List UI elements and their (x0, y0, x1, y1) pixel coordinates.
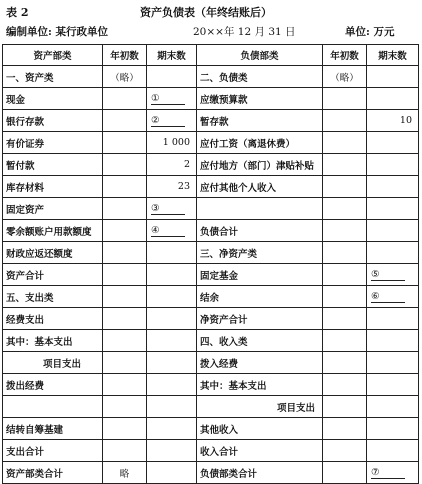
liability-item-cell (197, 330, 323, 352)
cell-text: 10 (399, 115, 412, 126)
cell-text: 略 (119, 468, 130, 480)
liability-begin-cell (323, 88, 367, 110)
liability-item-cell (197, 396, 323, 418)
liability-end-cell (367, 374, 419, 396)
column-header-liability-end: 期末数 (367, 45, 419, 66)
cell-text: 财政应返还额度 (6, 248, 73, 260)
asset-end-cell (147, 396, 197, 418)
cell-text: 现金 (6, 94, 26, 106)
fill-in-blank: ⑦ (371, 468, 405, 479)
liability-item-cell (197, 198, 323, 220)
liability-end-cell (367, 176, 419, 198)
asset-begin-cell (103, 154, 147, 176)
table-row (3, 220, 419, 242)
asset-end-cell (147, 352, 197, 374)
cell-text: 有价证券 (6, 138, 45, 150)
asset-begin-cell (103, 374, 147, 396)
cell-text: 拨出经费 (6, 380, 45, 392)
table-row (3, 242, 419, 264)
asset-item-cell (3, 154, 103, 176)
cell-text: 二、负债类 (200, 72, 248, 84)
cell-text: 拨入经费 (200, 358, 239, 370)
cell-text: 五、支出类 (6, 292, 54, 304)
page-title: 资产负债表（年终结账后） (140, 6, 272, 19)
asset-begin-cell (103, 418, 147, 440)
liability-begin-cell (323, 418, 367, 440)
cell-text: （略） (110, 72, 139, 84)
table-row (3, 374, 419, 396)
liability-end-cell (367, 242, 419, 264)
asset-end-cell (147, 264, 197, 286)
liability-end-cell (367, 396, 419, 418)
liability-end-cell (367, 462, 419, 484)
asset-begin-cell (103, 110, 147, 132)
asset-begin-cell (103, 220, 147, 242)
asset-end-cell (147, 110, 197, 132)
asset-item-cell (3, 418, 103, 440)
asset-end-cell (147, 440, 197, 462)
cell-text: 2 (183, 159, 190, 170)
liability-item-cell (197, 440, 323, 462)
currency-unit: 单位: 万元 (345, 26, 395, 38)
asset-item-cell (3, 66, 103, 88)
column-header-liability: 负债部类 (197, 45, 323, 66)
cell-text: 银行存款 (6, 116, 45, 128)
liability-begin-cell (323, 176, 367, 198)
asset-begin-cell (103, 352, 147, 374)
cell-text: 其他收入 (200, 424, 239, 436)
liability-begin-cell (323, 308, 367, 330)
asset-item-cell (3, 286, 103, 308)
asset-end-cell (147, 330, 197, 352)
cell-text: 一、资产类 (6, 72, 54, 84)
asset-end-cell (147, 308, 197, 330)
table-row (3, 88, 419, 110)
table-row (3, 110, 419, 132)
liability-begin-cell (323, 352, 367, 374)
asset-begin-cell (103, 242, 147, 264)
liability-end-cell (367, 66, 419, 88)
asset-item-cell (3, 110, 103, 132)
asset-begin-cell (103, 440, 147, 462)
table-row (3, 330, 419, 352)
asset-end-cell (147, 286, 197, 308)
asset-end-cell (147, 88, 197, 110)
liability-begin-cell (323, 374, 367, 396)
table-row (3, 286, 419, 308)
cell-text: 项目支出 (277, 402, 316, 414)
asset-begin-cell (103, 132, 147, 154)
liability-begin-cell (323, 154, 367, 176)
cell-text: （略） (330, 72, 359, 84)
table-row (3, 418, 419, 440)
cell-text: 暂付款 (6, 160, 35, 172)
report-date: 20××年 12 月 31 日 (193, 26, 296, 38)
cell-text: 其中：基本支出 (200, 380, 267, 392)
asset-begin-cell (103, 198, 147, 220)
liability-begin-cell (323, 286, 367, 308)
asset-end-cell (147, 132, 197, 154)
asset-begin-cell (103, 66, 147, 88)
asset-end-cell (147, 176, 197, 198)
asset-begin-cell (103, 286, 147, 308)
asset-item-cell (3, 352, 103, 374)
asset-item-cell (3, 264, 103, 286)
liability-begin-cell (323, 396, 367, 418)
cell-text: 资产合计 (6, 270, 45, 282)
asset-item-cell (3, 220, 103, 242)
table-row (3, 264, 419, 286)
liability-item-cell (197, 242, 323, 264)
table-row (3, 462, 419, 484)
fill-in-blank: ④ (151, 226, 185, 237)
column-header-asset: 资产部类 (3, 45, 103, 66)
asset-begin-cell (103, 462, 147, 484)
cell-text: 库存材料 (6, 182, 45, 194)
liability-item-cell (197, 352, 323, 374)
fill-in-blank: ⑤ (371, 270, 405, 281)
liability-begin-cell (323, 110, 367, 132)
liability-end-cell (367, 286, 419, 308)
asset-begin-cell (103, 264, 147, 286)
cell-text: 固定基金 (200, 270, 239, 282)
cell-text: 暂存款 (200, 116, 229, 128)
liability-end-cell (367, 308, 419, 330)
liability-begin-cell (323, 220, 367, 242)
liability-item-cell (197, 154, 323, 176)
table-row (3, 308, 419, 330)
cell-text: 结转自筹基建 (6, 424, 64, 436)
liability-item-cell (197, 88, 323, 110)
asset-end-cell (147, 198, 197, 220)
liability-begin-cell (323, 330, 367, 352)
asset-item-cell (3, 198, 103, 220)
asset-item-cell (3, 462, 103, 484)
column-header-liability-begin: 年初数 (323, 45, 367, 66)
cell-text: 收入合计 (200, 446, 239, 458)
cell-text: 应付工资（离退休费） (200, 138, 296, 150)
liability-end-cell (367, 352, 419, 374)
cell-text: 负债部类合计 (200, 468, 258, 480)
fill-in-blank: ③ (151, 204, 185, 215)
asset-begin-cell (103, 176, 147, 198)
asset-begin-cell (103, 396, 147, 418)
liability-item-cell (197, 462, 323, 484)
asset-end-cell (147, 242, 197, 264)
liability-end-cell (367, 154, 419, 176)
liability-item-cell (197, 220, 323, 242)
liability-item-cell (197, 110, 323, 132)
liability-end-cell (367, 132, 419, 154)
asset-end-cell (147, 418, 197, 440)
cell-text: 应付其他个人收入 (200, 182, 277, 194)
cell-text: 资产部类合计 (6, 468, 64, 480)
cell-text: 净资产合计 (200, 314, 248, 326)
liability-end-cell (367, 220, 419, 242)
liability-end-cell (367, 88, 419, 110)
liability-end-cell (367, 198, 419, 220)
liability-begin-cell (323, 440, 367, 462)
liability-end-cell (367, 264, 419, 286)
liability-end-cell (367, 110, 419, 132)
table-row (3, 396, 419, 418)
asset-end-cell (147, 66, 197, 88)
liability-begin-cell (323, 198, 367, 220)
liability-end-cell (367, 440, 419, 462)
column-header-asset-begin: 年初数 (103, 45, 147, 66)
asset-item-cell (3, 374, 103, 396)
asset-end-cell (147, 374, 197, 396)
balance-sheet-table (2, 44, 419, 484)
cell-text: 负债合计 (200, 226, 239, 238)
cell-text: 经费支出 (6, 314, 45, 326)
liability-item-cell (197, 374, 323, 396)
liability-item-cell (197, 264, 323, 286)
liability-item-cell (197, 286, 323, 308)
cell-text: 1 000 (162, 137, 190, 148)
table-row (3, 132, 419, 154)
table-row (3, 198, 419, 220)
cell-text: 四、收入类 (200, 336, 248, 348)
asset-item-cell (3, 242, 103, 264)
cell-text: 应缴预算款 (200, 94, 248, 106)
cell-text: 项目支出 (43, 358, 82, 370)
liability-item-cell (197, 308, 323, 330)
asset-end-cell (147, 462, 197, 484)
asset-begin-cell (103, 88, 147, 110)
cell-text: 结余 (200, 292, 220, 304)
liability-begin-cell (323, 264, 367, 286)
asset-begin-cell (103, 308, 147, 330)
asset-end-cell (147, 220, 197, 242)
reporting-unit: 编制单位: 某行政单位 (6, 26, 109, 38)
cell-text: 支出合计 (6, 446, 45, 458)
asset-begin-cell (103, 330, 147, 352)
asset-item-cell (3, 440, 103, 462)
cell-text: 应付地方（部门）津贴补贴 (200, 160, 315, 172)
liability-item-cell (197, 418, 323, 440)
table-row (3, 66, 419, 88)
table-row (3, 176, 419, 198)
liability-begin-cell (323, 132, 367, 154)
asset-item-cell (3, 330, 103, 352)
asset-item-cell (3, 396, 103, 418)
table-row (3, 154, 419, 176)
table-header-row (3, 45, 419, 66)
liability-begin-cell (323, 462, 367, 484)
asset-item-cell (3, 308, 103, 330)
liability-end-cell (367, 330, 419, 352)
asset-end-cell (147, 154, 197, 176)
fill-in-blank: ② (151, 116, 185, 127)
column-header-asset-end: 期末数 (147, 45, 197, 66)
liability-item-cell (197, 132, 323, 154)
liability-item-cell (197, 176, 323, 198)
cell-text: 其中：基本支出 (6, 336, 73, 348)
cell-text: 零余额账户用款额度 (6, 226, 92, 238)
fill-in-blank: ① (151, 94, 185, 105)
asset-item-cell (3, 132, 103, 154)
table-row (3, 352, 419, 374)
liability-begin-cell (323, 242, 367, 264)
liability-end-cell (367, 418, 419, 440)
table-number: 表 2 (6, 6, 29, 19)
cell-text: 三、净资产类 (200, 248, 258, 260)
liability-item-cell (197, 66, 323, 88)
cell-text: 23 (177, 181, 190, 192)
fill-in-blank: ⑥ (371, 292, 405, 303)
asset-item-cell (3, 88, 103, 110)
asset-item-cell (3, 176, 103, 198)
cell-text: 固定资产 (6, 204, 45, 216)
table-row (3, 440, 419, 462)
liability-begin-cell (323, 66, 367, 88)
